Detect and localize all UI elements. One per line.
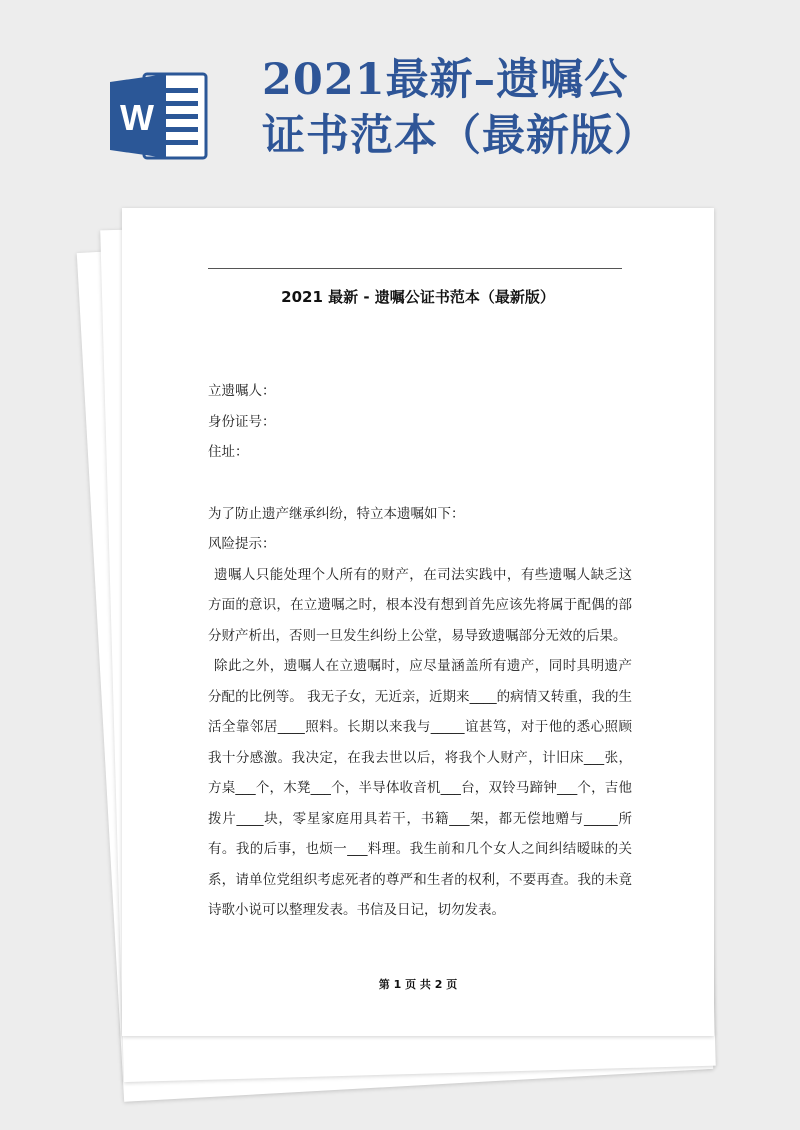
paragraph-2: 除此之外，遗嘱人在立遗嘱时，应尽量涵盖所有遗产，同时具明遗产分配的比例等。 我无子女，无近亲，近期来____的病情又转重，我的生活全靠邻居____照料。长期以来我与_____谊甚笃，对于他的悉心照顾我十分感激。我决定，在我去世以后，将我个人财产，计旧床___张，方桌___个，木凳___个，半导体收音机___台，双铃马蹄钟___个，吉他拨片____块，零星家庭用具若干，书籍___架，都无偿地赠与_____所有。我的后事，也烦一___料理。我生前和几个女人之间纠结暧昧的关系，请单位党组织考虑死者的尊严和生者的权利，不要再查。我的未竟诗歌小说可以整理发表。书信及日记，切勿发表。 [208,658,632,918]
page-number-footer: 第 1 页 共 2 页 [378,978,458,991]
banner-title-line-1: 2021最新–遗嘱公 [262,55,629,105]
field-testator: 立遗嘱人： [208,383,276,399]
risk-heading: 风险提示： [208,536,276,552]
svg-text:W: W [120,97,154,138]
document-body [208,376,632,926]
document-page [122,208,714,1036]
field-id-number: 身份证号： [208,413,276,430]
banner-title [262,52,658,164]
paragraph-1: 遗嘱人只能处理个人所有的财产，在司法实践中，有些遗嘱人缺乏这方面的意识，在立遗嘱之时，根本没有想到首先应该先将属于配偶的部分财产析出，否则一旦发生纠纷上公堂，易导致遗嘱部分无效的后果。 [208,566,632,644]
header-rule [208,268,622,269]
field-address: 住址： [208,444,249,460]
banner-title-line-2: 证书范本（最新版） [262,111,658,161]
document-title: 2021 最新 - 遗嘱公证书范本（最新版） [281,288,555,306]
intro-text: 为了防止遗产继承纠纷，特立本遗嘱如下： [208,505,465,522]
word-document-icon [110,72,208,160]
